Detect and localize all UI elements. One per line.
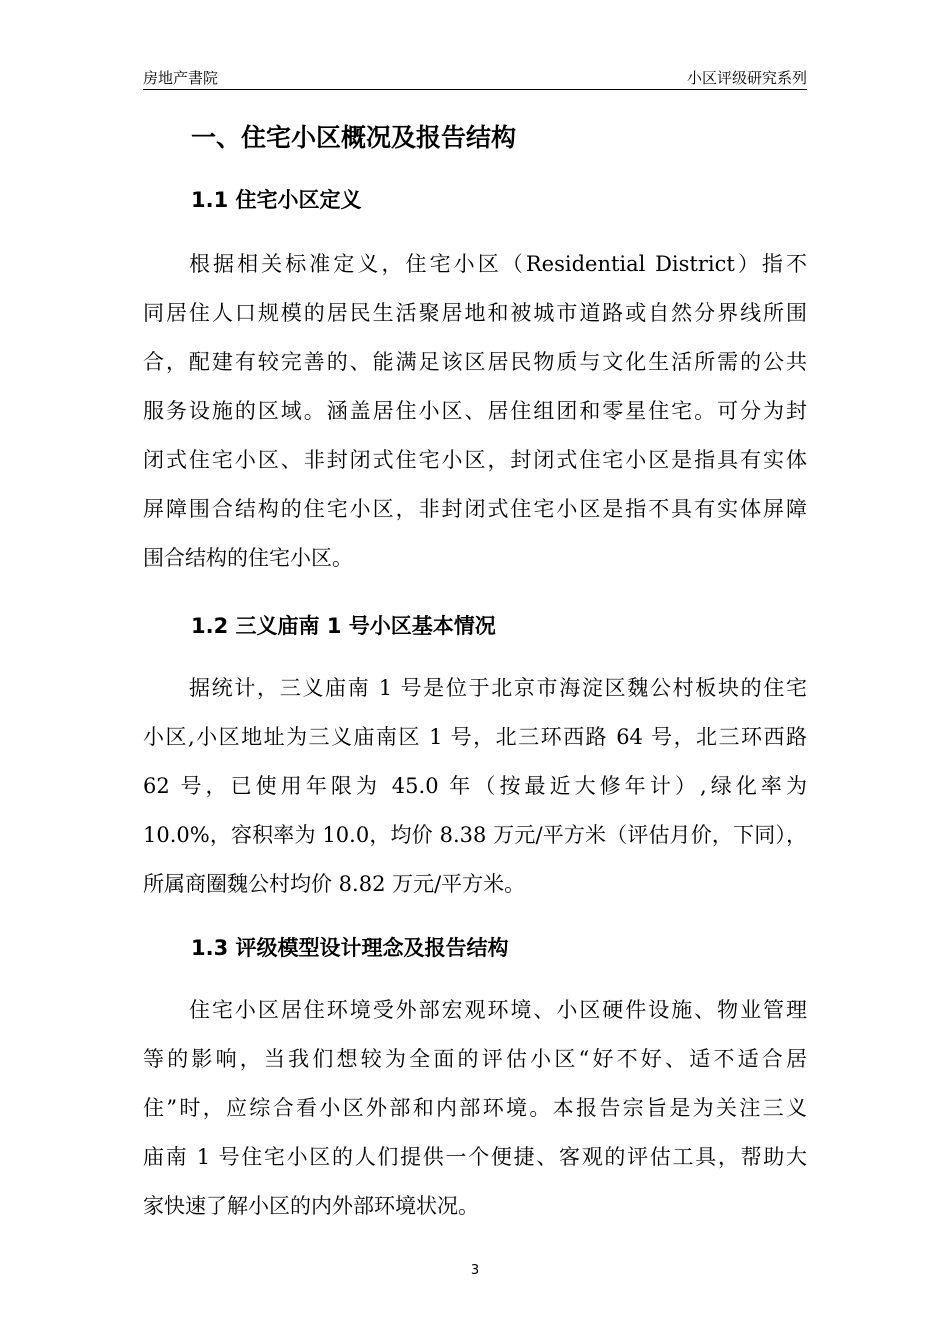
section-heading-1-1: 1.1 住宅小区定义 — [191, 188, 362, 212]
paragraph-line: 小区,小区地址为三义庙南区 1 号，北三环西路 64 号，北三环西路 — [143, 725, 807, 749]
paragraph-line: 围合结构的住宅小区。 — [143, 546, 353, 570]
paragraph-line: 屏障围合结构的住宅小区，非封闭式住宅小区是指不具有实体屏障 — [143, 497, 807, 521]
paragraph-line: 同居住人口规模的居民生活聚居地和被城市道路或自然分界线所围 — [143, 301, 807, 325]
section-paragraph-1-1 — [143, 240, 807, 583]
section-heading-1-2: 1.2 三义庙南 1 号小区基本情况 — [191, 614, 496, 638]
header-publisher: 房地产書院 — [143, 69, 219, 87]
chapter-heading: 一、住宅小区概况及报告结构 — [191, 123, 517, 152]
paragraph-line: 庙南 1 号住宅小区的人们提供一个便捷、客观的评估工具，帮助大 — [143, 1145, 807, 1169]
header-divider — [143, 89, 807, 90]
paragraph-line: 62 号，已使用年限为 45.0 年（按最近大修年计）,绿化率为 — [143, 774, 807, 798]
paragraph-line: 住宅小区居住环境受外部宏观环境、小区硬件设施、物业管理 — [189, 998, 807, 1022]
paragraph-line: 服务设施的区域。涵盖居住小区、居住组团和零星住宅。可分为封 — [143, 399, 807, 423]
paragraph-line: 住”时，应综合看小区外部和内部环境。本报告宗旨是为关注三义 — [143, 1096, 807, 1120]
section-heading-1-3: 1.3 评级模型设计理念及报告结构 — [191, 936, 509, 960]
section-paragraph-1-3 — [143, 986, 807, 1231]
header-series-title: 小区评级研究系列 — [686, 69, 807, 87]
paragraph-line: 所属商圈魏公村均价 8.82 万元/平方米。 — [143, 872, 526, 896]
paragraph-line: 合，配建有较完善的、能满足该区居民物质与文化生活所需的公共 — [143, 350, 807, 374]
paragraph-line: 家快速了解小区的内外部环境状况。 — [143, 1194, 479, 1218]
paragraph-line: 根据相关标准定义，住宅小区（Residential District）指不 — [189, 252, 807, 276]
page-header — [143, 66, 807, 90]
page-number: 3 — [470, 1263, 480, 1278]
paragraph-line: 据统计，三义庙南 1 号是位于北京市海淀区魏公村板块的住宅 — [189, 676, 807, 700]
paragraph-line: 10.0%，容积率为 10.0，均价 8.38 万元/平方米（评估月价，下同）， — [143, 823, 807, 847]
section-paragraph-1-2 — [143, 664, 807, 909]
paragraph-line: 等的影响，当我们想较为全面的评估小区“好不好、适不适合居 — [143, 1047, 807, 1071]
paragraph-line: 闭式住宅小区、非封闭式住宅小区，封闭式住宅小区是指具有实体 — [143, 448, 807, 472]
